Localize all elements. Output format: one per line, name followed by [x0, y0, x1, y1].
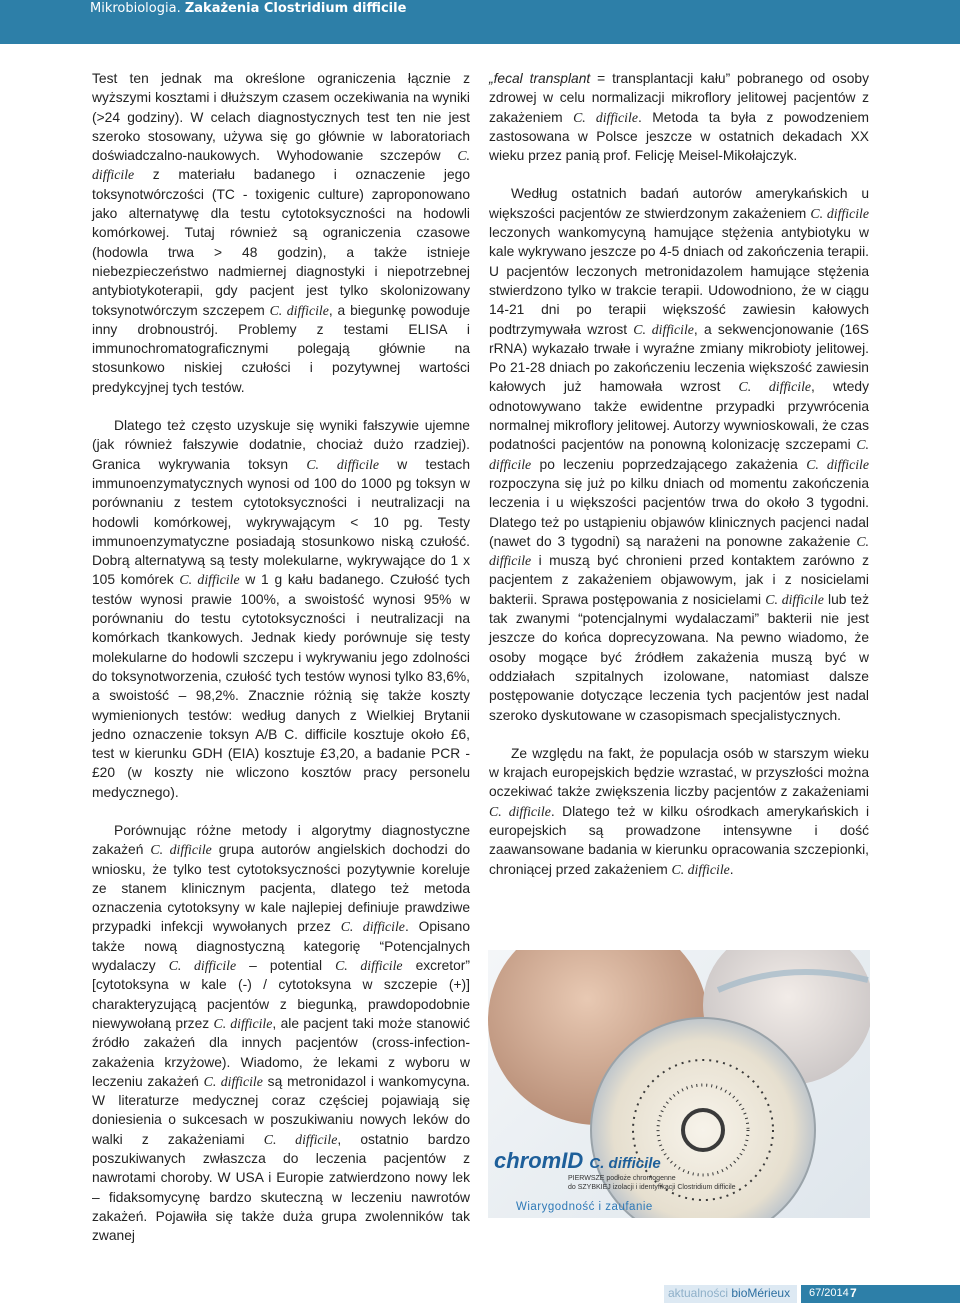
- page-number: 7: [850, 1286, 857, 1300]
- text-run: C. difficile: [263, 1131, 338, 1147]
- chromid-logo: chromID C. difficile: [494, 1148, 661, 1173]
- text-run: w 1 g kału badanego. Czułość tych testów wynosi prawie 100%, a swoistość wynosi 95% w porównaniu do testu cytotoksyczności i neutralizacji na komórkach tkankowych. Jednak kiedy porównuje się testy molekularne do hodowli szczepu i wykrywaniu jego zdolności do toksynotworzenia, czułość tych testów wynosi tylko 83,6%, a swoistość – 98,2%. Znacznie różnią się także koszty wymienionych testów: według danych z Wielkiej Brytanii jedno oznaczenie toksyn A/B C. difficile kosztuje około £6, test w kierunku GDH (EIA) kosztuje £3,20, a badanie PCR - £20 (w koszty nie wliczono kosztów pracy personelu medycznego).: [92, 572, 471, 800]
- paragraph: [92, 69, 470, 397]
- text-run: grupa autorów angielskich dochodzi do wniosku, że tylko test cytotoksyczności pozytywnie koreluje ze stanem klinicznym pacjenta, dlatego też metoda oznaczenia cytotoksyny w kale najlepiej definiuje prawdziwe przypadki infekcji wywołanych przez: [92, 842, 470, 935]
- text-run: = transplantacji kału” pobranego od osoby zdrowej w celu normalizacji mikroflory jelitowej pacjentów z zakażeniem: [489, 71, 869, 125]
- text-run: C. difficile: [806, 456, 869, 472]
- text-run: i muszą być chronieni przed kontaktem zarówno z pacjentem z zakażeniem objawowym, jak i z nosicielami bakterii. Sprawa postępowania z nosicielami: [489, 553, 869, 607]
- paragraph: [489, 744, 869, 879]
- text-run: Dlatego też często uzyskuje się wyniki fałszywie ujemne (jak również fałszywie dodatnie, chociaż dużo rzadziej). Granica wykrywania toksyn: [92, 418, 470, 472]
- text-run: C. difficile: [489, 437, 869, 472]
- text-run: C. difficile: [489, 803, 551, 819]
- text-run: z materiału badanego i oznaczenie jego toksynotwórczości (TC - toxigenic culture) zaproponowano jako alternatywę dla testu cytotoksyczności na hodowli komórkowej. Tutaj również są ograniczenia czasowe (hodowla trwa > 48 godzin), a także istnieje niebezpieczeństwo nadmiernej diagnostyki i niepotrzebnej antybiotykoterapii, gdy pacjent jest tylko skolonizowany toksynotwórczym szczepem: [92, 167, 470, 318]
- text-run: C. difficile: [573, 109, 638, 125]
- right-column: [489, 69, 869, 879]
- footer-section: aktualności bioMérieux: [668, 1286, 791, 1300]
- footer-issue: 67/2014: [809, 1287, 849, 1299]
- text-run: , ostatnio bardzo poszukiwanych zwłaszcza do leczenia pacjentów z nawrotami choroby. W USA i Europie zatwierdzono nowy lek – fidaksomycynę bardzo skuteczną w leczeniu nawrotów zakażeń. Pojawiła się także duża grupa zwolenników tak zwanej: [92, 1131, 470, 1244]
- text-run: „fecal transplant: [489, 71, 591, 86]
- page-footer: [664, 1285, 960, 1303]
- text-run: , wtedy odnotowywano także ewidentne przypadki przywrócenia normalnej mikroflory jelitowej. Autorzy wywnioskowali, że czas podatności pacjentów na ponowną kolonizację szczepami: [489, 379, 869, 453]
- advert-tagline: Wiarygodność i zaufanie: [516, 1201, 653, 1213]
- text-run: C. difficile: [203, 1073, 263, 1089]
- text-run: leczonych wankomycyną hamujące stężenia antybiotyku w kale wykrywano jeszcze po 4-5 dniach od zakończenia terapii. U pacjentów leczonych metronidazolem hamujące stężenia stwierdzono tylko w trakcie terapii. Udowodniono, że w ciągu 14-21 dni po terapii większość zawiesin kałowych podtrzymywała wzrost: [489, 225, 869, 337]
- text-run: C. difficile: [738, 379, 812, 395]
- paragraph: [489, 184, 869, 724]
- text-run: Ze względu na fakt, że populacja osób w starszym wieku w krajach europejskich będzie wzrastać, w przyszłości można oczekiwać także zwiększenia liczby pacjentów z zakażeniami: [489, 745, 869, 800]
- text-run: C. difficile: [335, 958, 403, 974]
- running-title-bold: Zakażenia Clostridium difficile: [184, 1, 407, 16]
- text-run: – potential: [236, 958, 336, 974]
- text-run: lub też tak zwanymi “potencjalnymi wydalaczami” bakterii nie jest jeszcze do końca doprecyzowana. Na pewno wiadomo, że osoby mogące być źródłem zakażenia muszą być w oddziałach szpitalnych izolowane, natomiast dalsze postępowanie dotyczące leczenia tych pacjentów jest nadal szeroko dyskutowane w czasopismach specjalistycznych.: [489, 591, 870, 723]
- advert-illustration: [488, 950, 870, 1218]
- text-run: . Opisano także nową diagnostyczną kategorię “Potencjalnych wydalaczy: [92, 919, 470, 974]
- text-run: , a sekwencjonowanie (16S rRNA) wykazało trwałe i wyraźne zmiany mikrobioty jelitowej. Po 21-28 dniach po zakończeniu leczenia większość zawiesin kałowych już hamowała wzrost: [489, 321, 870, 395]
- text-run: C. difficile: [92, 148, 470, 183]
- text-run: Test ten jednak ma określone ograniczenia łącznie z wyższymi kosztami i dłuższym czasem oczekiwania na wyniki (>24 godziny). W celach diagnostycznych test ten nie jest szeroko stosowany, używa się go głównie w laboratoriach doświadczalno-naukowych. Wyhodowanie szczepów: [92, 71, 470, 164]
- text-run: , a biegunkę powoduje inny drobnoustrój. Problemy z testami ELISA i immunochromatograficznymi polegają głównie na stosunkowo niskiej czułości i pozytywnej wartości predykcyjnej tych testów.: [92, 302, 470, 395]
- text-run: po leczeniu poprzedzającego zakażenia: [531, 456, 807, 472]
- text-run: C. difficile: [179, 572, 240, 588]
- text-run: Według ostatnich badań autorów amerykańskich u większości pacjentów ze stwierdzonym zakażeniem: [489, 186, 869, 221]
- text-run: . Dlatego też w kilku ośrodkach amerykańskich i europejskich są prowadzone intensywne i dość zaawansowane badania w kierunku opracowania szczepionki, chroniącej przed zakażeniem: [489, 803, 870, 877]
- text-run: są metronidazol i wankomycyna. W literaturze medycznej coraz częściej pojawiają się doniesienia o sukcesach w poszukiwaniu nowych leków do walki z zakażeniami: [92, 1073, 470, 1147]
- text-run: excretor” [cytotoksyna w kale (-) / cytotoksyna w szczepie (+)] charakteryzującą pacjentów z biegunką, prawdopodobnie niewywołaną przez: [92, 958, 470, 1031]
- text-run: Porównując różne metody i algorytmy diagnostyczne zakażeń: [92, 822, 470, 858]
- text-run: C. difficile: [269, 302, 329, 318]
- text-run: C. difficile: [633, 321, 694, 337]
- text-run: C. difficile: [306, 456, 379, 472]
- text-run: C. difficile: [810, 205, 869, 221]
- text-run: .: [729, 861, 734, 877]
- left-column: [92, 69, 470, 1246]
- text-run: . Metoda ta była z powodzeniem zastosowana w Polsce jeszcze w ostatnich dekadach XX wieku przez panią prof. Felicję Meisel-Mikołajczyk.: [489, 109, 870, 164]
- text-run: C. difficile: [340, 919, 405, 935]
- running-title: [90, 0, 406, 18]
- text-run: C. difficile: [765, 591, 824, 607]
- text-run: C. difficile: [168, 958, 237, 974]
- paragraph: [92, 821, 470, 1246]
- advert-line1: PIERWSZE podłoże chromogenne: [568, 1175, 676, 1182]
- text-run: C. difficile: [671, 861, 730, 877]
- text-run: C. difficile: [150, 842, 212, 858]
- advert-line2: do SZYBKIEJ izolacji i identyfikacji Clostridium difficile: [568, 1184, 736, 1191]
- running-title-prefix: Mikrobiologia.: [90, 1, 185, 16]
- text-run: w testach immunoenzymatycznych wynosi od 100 do 1000 pg toksyn w porównaniu z testem cytotoksyczności i neutralizacji na hodowli komórkowej, wykrywającym < 10 pg. Testy immunoenzymatyczne posiadają stosunkowo niską czułość. Dobrą alternatywą są testy molekularne, wykrywające do 1 x 105 komórek: [92, 456, 470, 588]
- advert-image: [488, 950, 870, 1218]
- text-run: rozpoczyna się już po kilku dniach od momentu zakończenia leczenia i u większości pacjentów trwa do około 3 tygodni. Dlatego też po ustąpieniu objawów klinicznych pacjenci nadal (nawet do 3 tygodni) są narażeni na ponowne zakażenie: [489, 475, 869, 549]
- paragraph: [92, 416, 470, 802]
- text-run: C. difficile: [213, 1015, 273, 1031]
- page-header: [0, 0, 960, 44]
- paragraph: [489, 69, 869, 165]
- text-run: C. difficile: [489, 533, 869, 569]
- text-run: , ale pacjent taki może stanowić źródło zakażeń dla innych pacjentów (cross-infection- zakażenia krzyżowe). Wiadomo, że lekami z wyboru w leczeniu zakażeń: [92, 1015, 471, 1089]
